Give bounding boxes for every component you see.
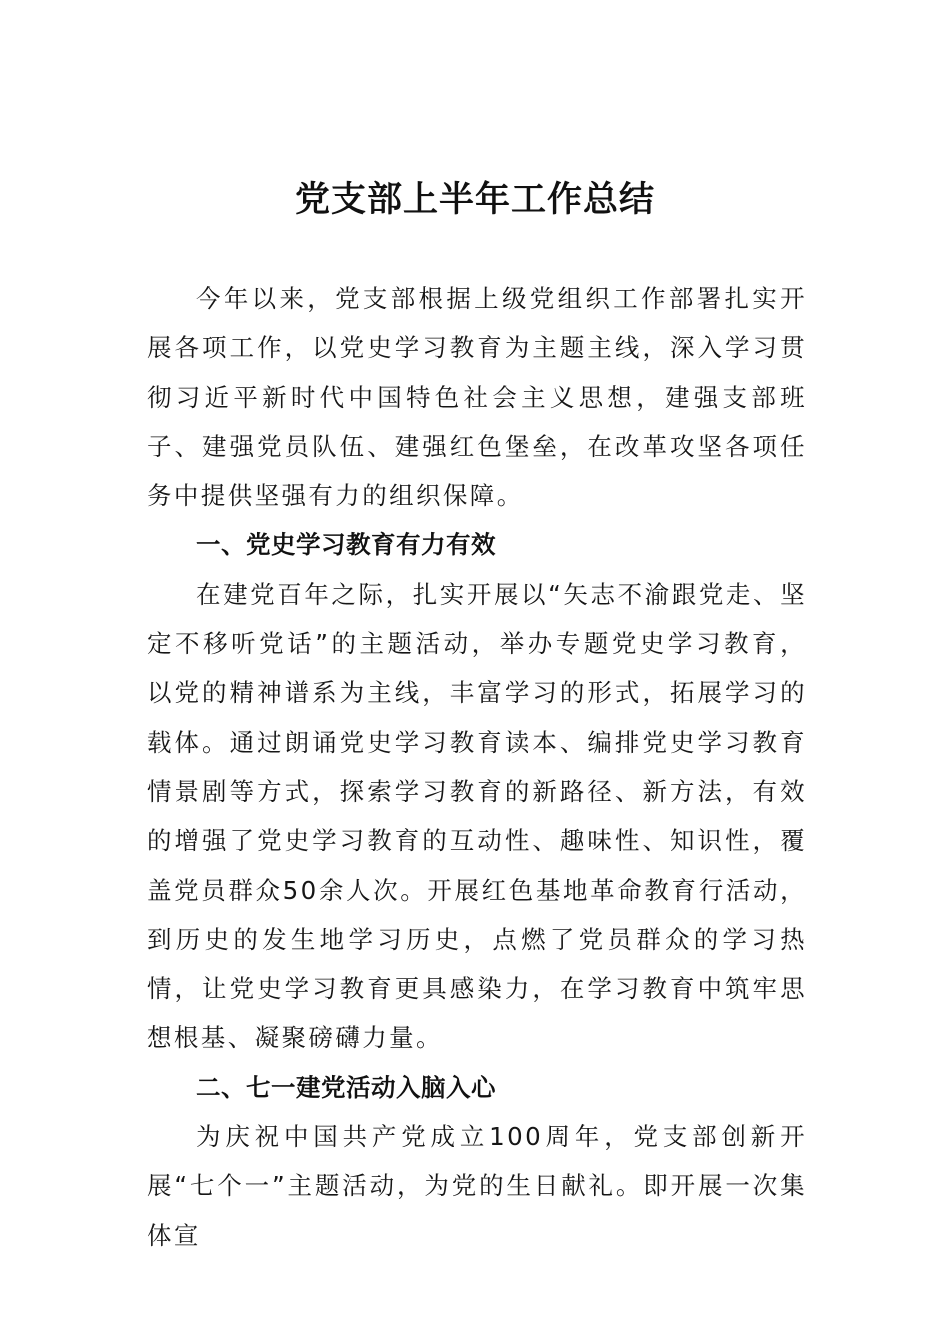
section-heading-2: 二、七一建党活动入脑入心 (196, 1072, 496, 1102)
section-paragraph-2: 为庆祝中国共产党成立100周年，党支部创新开展“七个一”主题活动，为党的生日献礼。即开展一次集体宣 (147, 1122, 807, 1250)
section-paragraph-1: 在建党百年之际，扎实开展以“矢志不渝跟党走、坚定不移听党话”的主题活动，举办专题党史学习教育，以党的精神谱系为主线，丰富学习的形式，拓展学习的载体。通过朗诵党史学习教育读本、编排党史学习教育情景剧等方式，探索学习教育的新路径、新方法，有效的增强了党史学习教育的互动性、趣味性、知识性，覆盖党员群众50余人次。开展红色基地革命教育行活动，到历史的发生地学习历史，点燃了党员群众的学习热情，让党史学习教育更具感染力，在学习教育中筑牢思想根基、凝聚磅礴力量。 (147, 579, 807, 1053)
section-heading-1: 一、党史学习教育有力有效 (196, 530, 496, 560)
intro-paragraph: 今年以来，党支部根据上级党组织工作部署扎实开展各项工作，以党史学习教育为主题主线，深入学习贯彻习近平新时代中国特色社会主义思想，建强支部班子、建强党员队伍、建强红色堡垒，在改革攻坚各项任务中提供坚强有力的组织保障。 (147, 284, 807, 511)
document-body (147, 274, 807, 1260)
document-title: 党支部上半年工作总结 (294, 179, 655, 220)
